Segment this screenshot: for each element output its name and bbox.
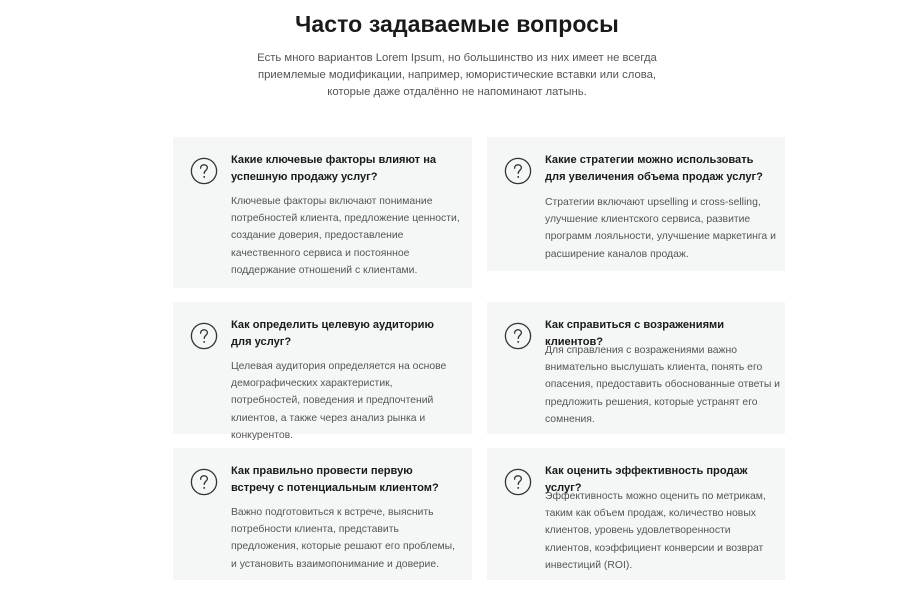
question-circle-icon <box>190 468 218 496</box>
faq-question: Как определить целевую аудиторию для услуг? <box>231 319 434 348</box>
faq-question: Как оценить эффективность продаж услуг? <box>545 465 748 494</box>
faq-question: Как справиться с возражениями клиентов? <box>545 319 725 348</box>
faq-answer: Стратегии включают upselling и cross-selling, улучшение клиентского сервиса, развитие программ лояльности, улучшение маркетинга и расширение каналов продаж. <box>545 197 776 260</box>
faq-answer: Важно подготовиться к встрече, выяснить потребности клиента, представить предложения, которые решают его проблемы, и установить взаимопонимание и доверие. <box>231 507 455 570</box>
question-circle-icon <box>504 322 532 350</box>
faq-answer: Ключевые факторы включают понимание потребностей клиента, предложение ценности, создание доверия, предоставление качественного сервиса и постоянное поддержание отношений с клиентами. <box>231 196 460 276</box>
faq-question: Какие ключевые факторы влияют на успешную продажу услуг? <box>231 154 437 183</box>
page-subtitle: Есть много вариантов Lorem Ipsum, но большинство из них имеет не всегда приемлемые модификации, например, юмористические вставки или слова, которые даже отдалённо не напоминают латынь. <box>257 52 657 98</box>
page-title: Часто задаваемые вопросы <box>295 11 619 37</box>
faq-card-4 <box>487 302 785 434</box>
faq-answer: Эффективность можно оценить по метрикам, таким как объем продаж, количество новых клиентов, уровень удовлетворенности клиентов, коэффициент конверсии и возврат инвестиций (ROI). <box>545 491 766 571</box>
question-circle-icon <box>190 157 218 185</box>
question-circle-icon <box>504 468 532 496</box>
question-circle-icon <box>504 157 532 185</box>
faq-card-1 <box>173 137 472 288</box>
faq-answer: Целевая аудитория определяется на основе демографических характеристик, потребностей, поведения и предпочтений клиентов, а также через анализ рынка и конкурентов. <box>231 361 447 441</box>
faq-card-6 <box>487 448 785 580</box>
faq-question: Какие стратегии можно использовать для увеличения объема продаж услуг? <box>545 154 763 183</box>
faq-card-3 <box>173 302 472 441</box>
faq-card-5 <box>173 448 472 580</box>
question-circle-icon <box>190 322 218 350</box>
faq-card-2 <box>487 137 785 271</box>
faq-answer: Для справления с возражениями важно внимательно выслушать клиента, понять его опасения, предоставить обоснованные ответы и предложить решения, которые устранят его сомнения. <box>545 345 780 425</box>
faq-question: Как правильно провести первую встречу с потенциальным клиентом? <box>231 465 439 494</box>
